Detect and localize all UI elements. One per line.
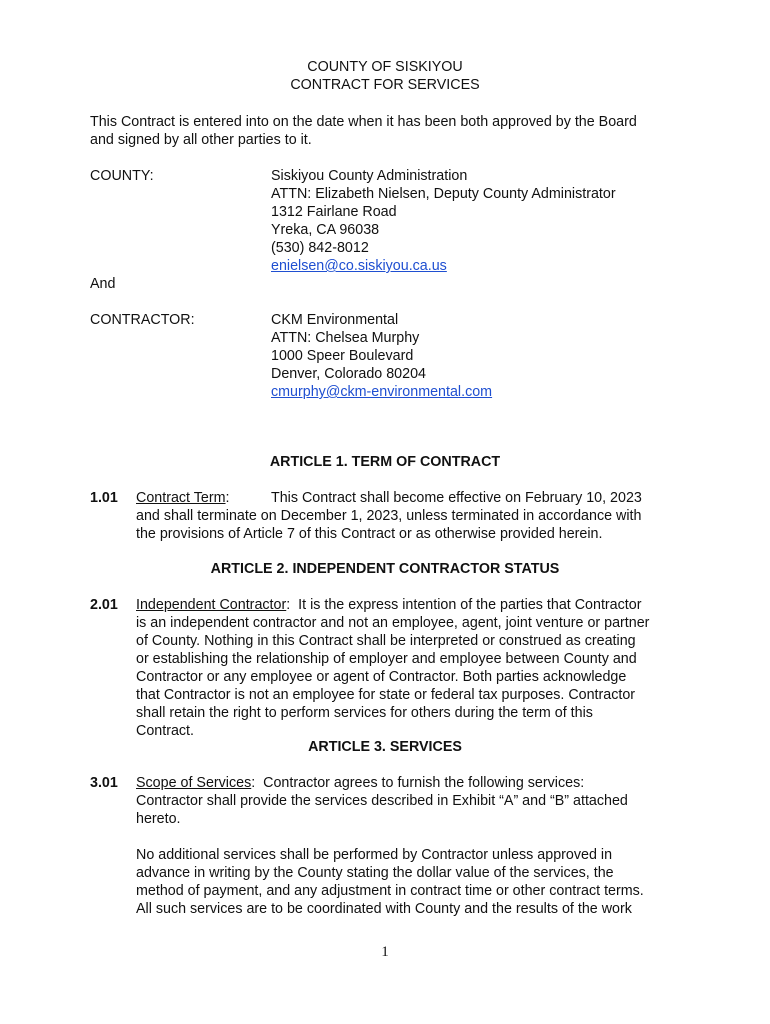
- scope-of-services-heading: Scope of Services: [136, 775, 252, 791]
- county-street: 1312 Fairlane Road: [271, 204, 397, 220]
- contractor-name: CKM Environmental: [271, 312, 399, 328]
- intro-line-1: This Contract is entered into on the date when it has been both approved by the Board: [90, 114, 637, 130]
- contractor-city: Denver, Colorado 80204: [271, 366, 426, 382]
- article-1-title: ARTICLE 1. TERM OF CONTRACT: [269, 454, 501, 470]
- county-label: COUNTY:: [90, 168, 154, 184]
- page-number: 1: [381, 944, 389, 960]
- section-1-01-line-2: and shall terminate on December 1, 2023, unless terminated in accordance with: [136, 508, 642, 524]
- article-3-title: ARTICLE 3. SERVICES: [308, 739, 462, 755]
- section-2-01-line: shall retain the right to perform services for others during the term of this: [136, 705, 593, 721]
- section-2-01-line: of County. Nothing in this Contract shall be interpreted or construed as creating: [136, 633, 636, 649]
- section-1-01-line-3: the provisions of Article 7 of this Contract or as otherwise provided herein.: [136, 526, 603, 542]
- contractor-street: 1000 Speer Boulevard: [271, 348, 414, 364]
- section-2-01-line-1: It is the express intention of the parties that Contractor: [298, 597, 642, 613]
- county-attn: ATTN: Elizabeth Nielsen, Deputy County Administrator: [271, 186, 616, 202]
- contractor-attn: ATTN: Chelsea Murphy: [271, 330, 420, 346]
- section-2-01-body: [136, 614, 676, 740]
- independent-contractor-heading: Independent Contractor: [136, 597, 287, 613]
- article-2-title: ARTICLE 2. INDEPENDENT CONTRACTOR STATUS: [210, 561, 560, 577]
- section-3-01-line-2: Contractor shall provide the services described in Exhibit “A” and “B” attached: [136, 793, 628, 809]
- contract-term-heading: Contract Term: [136, 490, 226, 506]
- county-name: Siskiyou County Administration: [271, 168, 468, 184]
- intro-line-2: and signed by all other parties to it.: [90, 132, 312, 148]
- section-2-01-line: that Contractor is not an employee for state or federal tax purposes. Contractor: [136, 687, 636, 703]
- contractor-label: CONTRACTOR:: [90, 312, 195, 328]
- contractor-email-link[interactable]: cmurphy@ckm-environmental.com: [271, 384, 493, 400]
- section-2-01-line: Contractor or any employee or agent of Contractor. Both parties acknowledge: [136, 669, 627, 685]
- county-city: Yreka, CA 96038: [271, 222, 380, 238]
- and-text: And: [90, 276, 116, 292]
- section-2-01-line: is an independent contractor and not an employee, agent, joint venture or partner: [136, 615, 650, 631]
- county-address: [271, 167, 616, 275]
- section-3-01-para2-line: All such services are to be coordinated with County and the results of the work: [136, 901, 632, 917]
- county-phone: (530) 842-8012: [271, 240, 369, 256]
- section-3-01-para2-line: method of payment, and any adjustment in contract time or other contract terms.: [136, 883, 644, 899]
- section-2-01-first-line: Independent Contractor: It is the express intention of the parties that Contractor: [136, 597, 642, 613]
- section-3-01-paragraph-2: [136, 846, 676, 918]
- section-1-01-number: 1.01: [90, 490, 118, 506]
- section-1-01-line-1: This Contract shall become effective on February 10, 2023: [271, 490, 642, 506]
- section-1-01-heading: Contract Term:: [136, 490, 230, 506]
- section-3-01-line-3: hereto.: [136, 811, 181, 827]
- section-3-01-para2-line: No additional services shall be performed by Contractor unless approved in: [136, 847, 613, 863]
- county-email-link[interactable]: enielsen@co.siskiyou.ca.us: [271, 258, 447, 274]
- contractor-address: [271, 311, 492, 401]
- section-3-01-number: 3.01: [90, 775, 118, 791]
- contract-title: CONTRACT FOR SERVICES: [290, 77, 480, 93]
- section-3-01-first-line: Scope of Services: Contractor agrees to furnish the following services:: [136, 775, 585, 791]
- section-2-01-line: or establishing the relationship of employer and employee between County and: [136, 651, 637, 667]
- section-3-01-line-1: Contractor agrees to furnish the following services:: [263, 775, 585, 791]
- section-3-01-para2-line: advance in writing by the County stating the dollar value of the services, the: [136, 865, 614, 881]
- section-2-01-number: 2.01: [90, 597, 118, 613]
- county-title: COUNTY OF SISKIYOU: [307, 59, 463, 75]
- section-2-01-line: Contract.: [136, 723, 195, 739]
